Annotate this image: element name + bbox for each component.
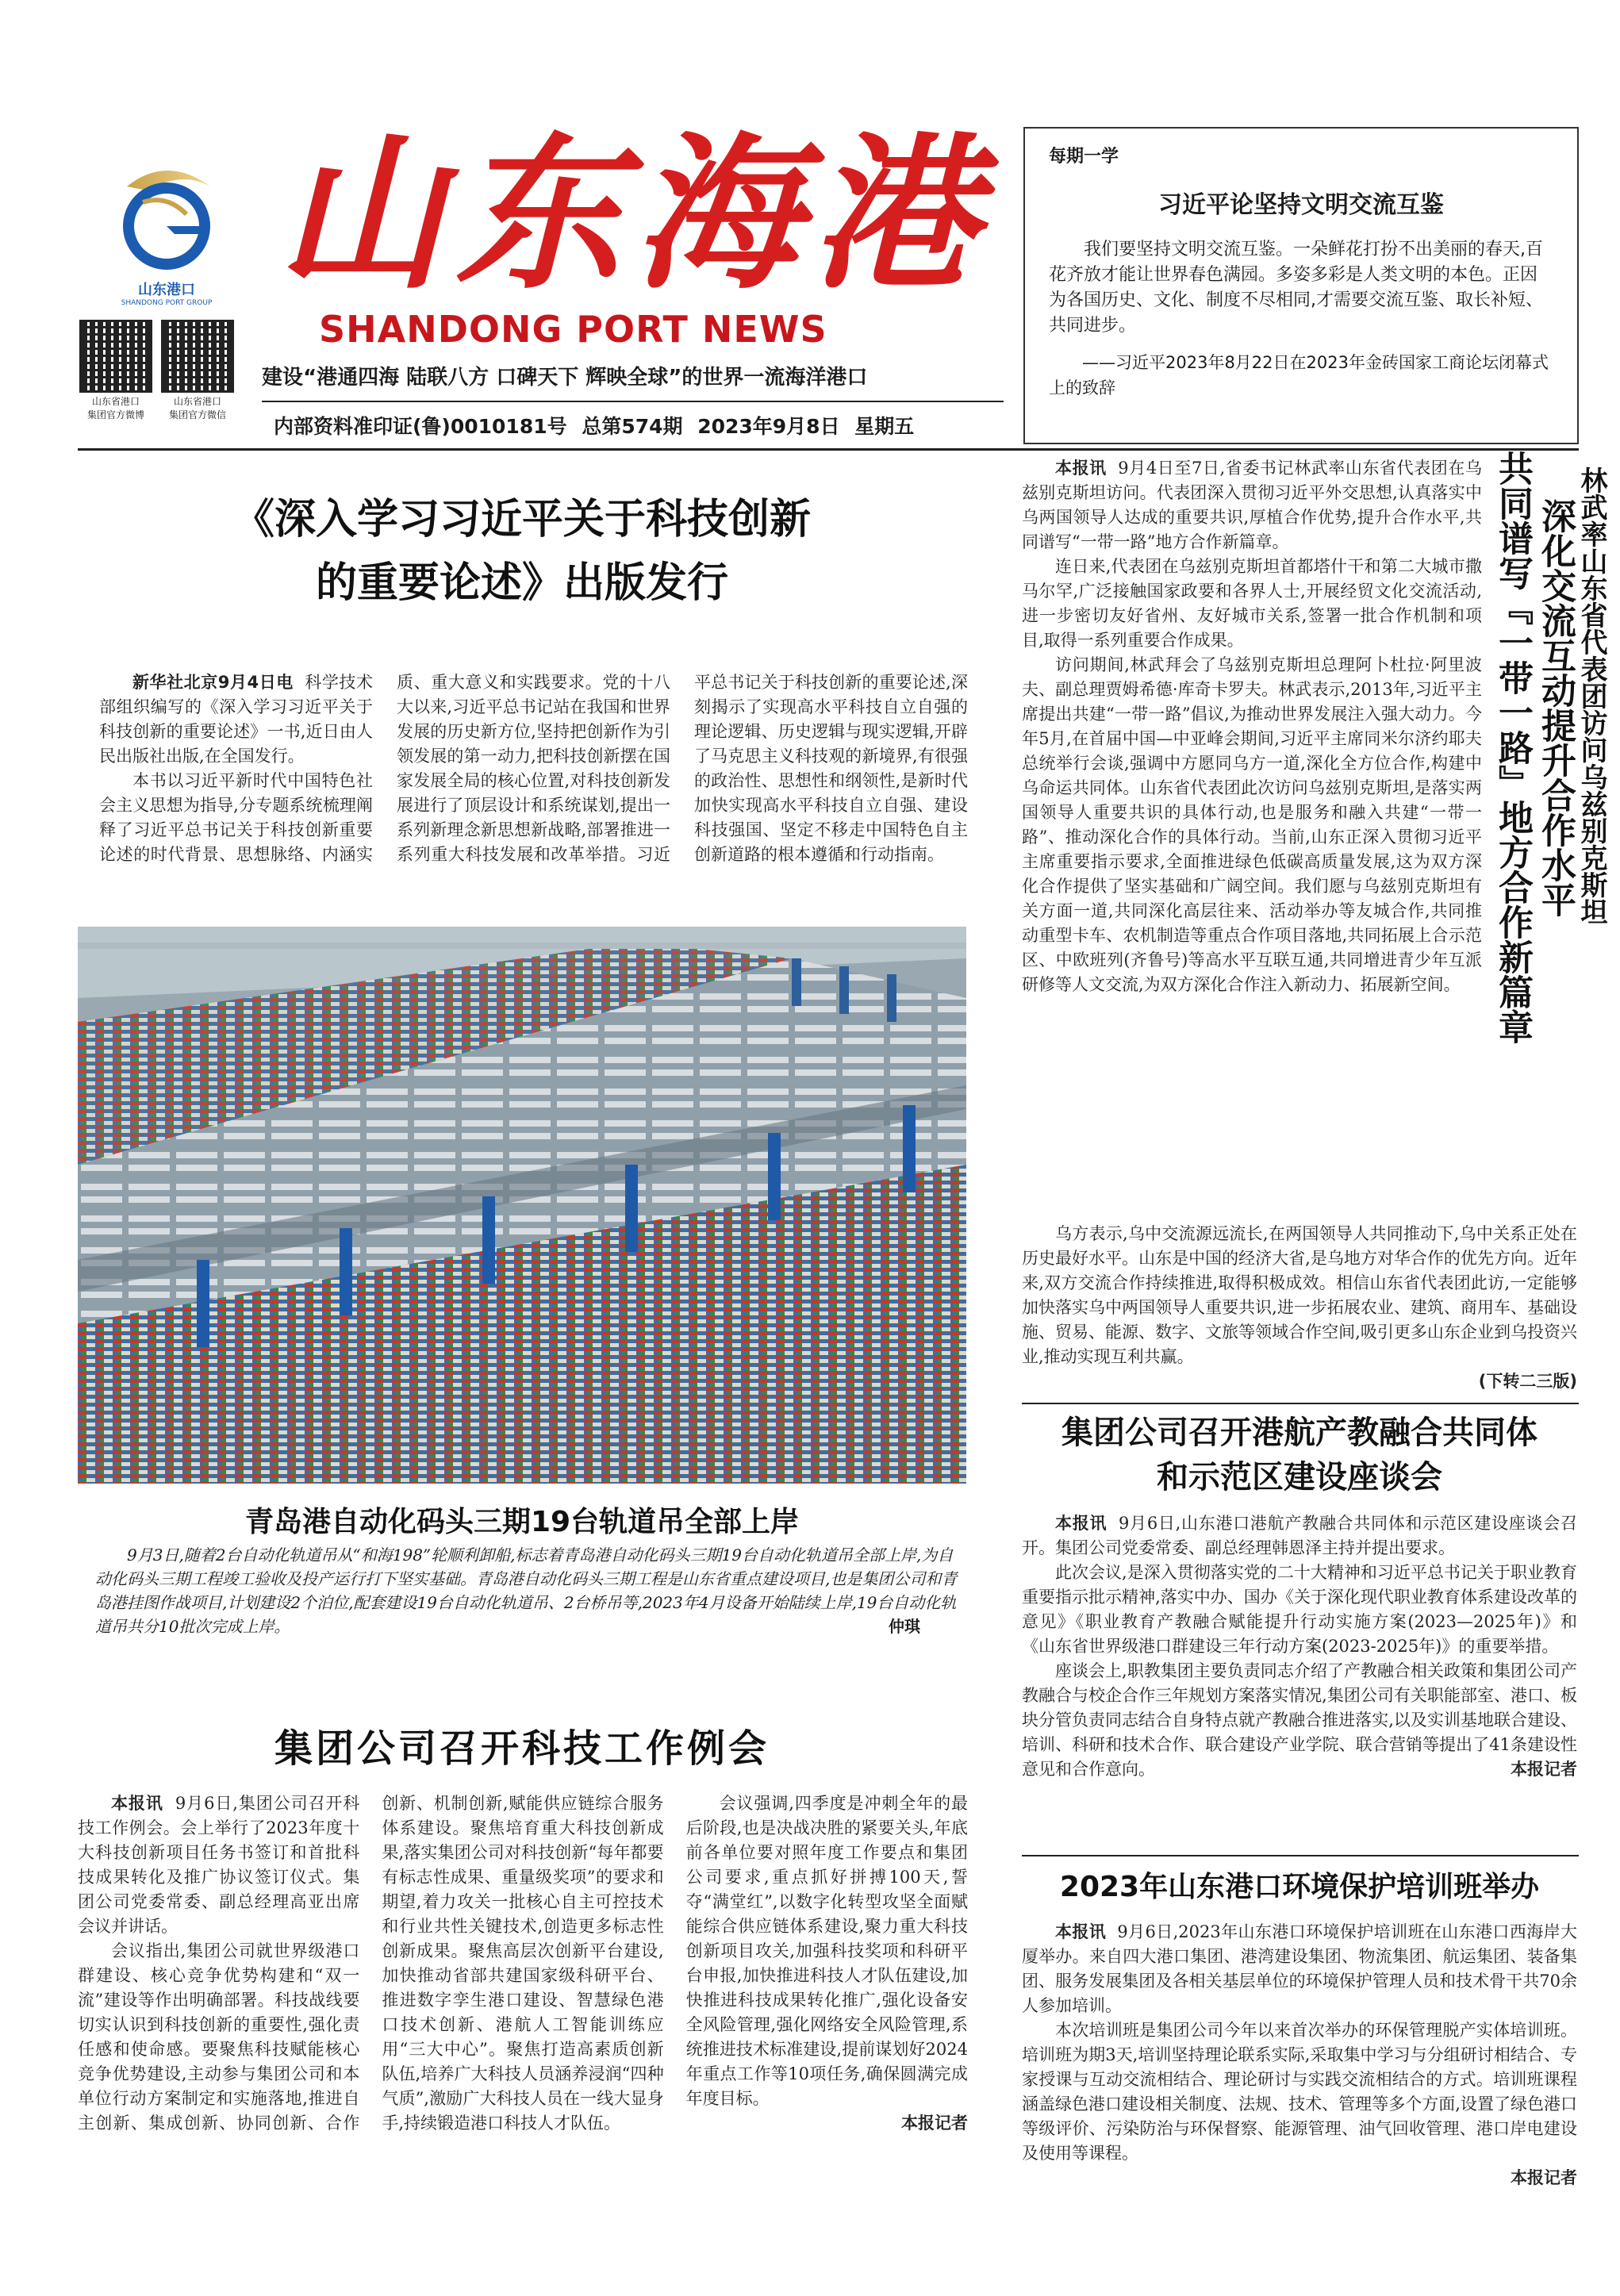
quote-source: ——习近平2023年8月22日在2023年金砖国家工商论坛闭幕式上的致辞 [1049,353,1549,397]
photo-caption [95,1543,968,1638]
article5-headline: 2023年山东港口环境保护培训班举办 [1059,1871,1540,1903]
article3-vertical-headline [1491,451,1610,1268]
group-logo [111,155,222,305]
article5-dateline: 本报讯 [1055,1922,1107,1941]
article4-body [1022,1511,1577,1845]
article1-p1: 科学技术部组织编写的《深入学习习近平关于科技创新的重要论述》一书,近日由人民出版社出版,在全国发行。 [99,673,373,766]
article3-p1: 9月4日至7日,省委书记林武率山东省代表团在乌兹别克斯坦访问。代表团深入贯彻习近平外交思想,认真落实中乌两国领导人达成的重要共识,厚植合作优势,提升合作水平,共同谱写“一带一路”地方合作新篇章。 [1022,459,1482,551]
article2-p1: 9月6日,集团公司召开科技工作例会。会上举行了2023年度十大科技创新项目任务书签订和首批科技成果转化及推广协议签订仪式。集团公司党委常委、副总经理高亚出席会议并讲话。 [78,1794,360,1936]
article1-headline-line2: 的重要论述》出版发行 [315,559,728,607]
article1-dateline: 新华社北京9月4日电 [132,673,294,692]
weibo-qr-code[interactable] [79,320,152,393]
article4-p2: 此次会议,是深入贯彻落实党的二十大精神和习近平总书记关于职业教育重要指示批示精神,落实中办、国办《关于深化现代职业教育体系建设改革的意见》《职业教育产教融合赋能提升行动实施方案(2023—2025年)》和《山东省世界级港口群建设三年行动方案(2023-2025年)》的重要举措。 [1022,1563,1577,1656]
quote-title: 习近平论坚持文明交流互鉴 [1158,191,1444,219]
slogan: 建设“港通四海 陆联八方 口碑天下 辉映全球”的世界一流海洋港口 [262,366,868,390]
study-quote-box [1023,127,1579,444]
article3-p2: 连日来,代表团在乌兹别克斯坦首都塔什干和第二大城市撒马尔罕,广泛接触国家政要和各界人士,开展经贸文化交流活动,进一步密切友好省州、友好城市关系,签署一批合作机制和项目,取得一系列重要合作成果。 [1022,557,1482,650]
right-column-divider-2 [1022,1855,1579,1856]
article3-vertical-title2: 共同谱写『一带一路』地方合作新篇章 [1492,451,1533,1044]
article2-body [78,1791,968,2252]
weibo-qr-caption: 山东省港口 集团官方微博 [86,396,144,420]
right-column-divider [1022,1403,1579,1404]
article3-vertical-title1: 深化交流互动提升合作水平 [1535,498,1576,917]
issue-info: 内部资料准印证(鲁)0010181号 总第574期 2023年9月8日 星期五 [274,415,915,438]
photo-caption-text: 9月3日,随着2台自动化轨道吊从“和海198”轮顺利卸船,标志着青岛港自动化码头三期19台自动化轨道吊全部上岸,为自动化码头三期工程竣工验收及投产运行打下坚实基础。青岛港自动化码头三期工程是山东省重点建设项目,也是集团公司和青岛港挂图作战项目,计划建设2个泊位,配套建设19台自动化轨道吊、2台桥吊等,2023年4月设备开始陆续上岸,19台自动化轨道吊共分10批次完成上岸。 [95,1545,958,1636]
header-rule [78,448,1579,451]
article4-headline-line1: 集团公司召开港航产教融合共同体 [1061,1415,1537,1451]
container-terminal-image [78,927,966,1484]
article2-byline: 本报记者 [900,2114,968,2133]
article5-p2: 本次培训班是集团公司今年以来首次举办的环保管理脱产实体培训班。培训班为期3天,培训坚持理论联系实际,采取集中学习与分组研讨相结合、专家授课与互动交流相结合、理论研讨与实践交流相结合的方式。培训班课程涵盖绿色港口建设相关制度、法规、技术、管理等多个方面,设置了绿色港口等级评价、污染防治与环保督察、能源管理、油气回收管理、港口岸电建设及使用等课程。 [1022,2021,1577,2163]
logo-emblem-icon [111,155,222,274]
photo-credit: 仲琪 [889,1617,920,1636]
article3-dateline: 本报讯 [1055,459,1107,478]
article3-p3: 访问期间,林武拜会了乌兹别克斯坦总理阿卜杜拉·阿里波夫、副总理贾姆希德·库奇卡罗夫。林武表示,2013年,习近平主席提出共建“一带一路”倡议,为推动世界发展注入强大动力。今年5月,在首届中国—中亚峰会期间,习近平主席同米尔济约耶夫总统举行会谈,强调中方愿同乌方一道,深化全方位合作,构建中乌命运共同体。山东省代表团此次访问乌兹别克斯坦,是落实两国领导人重要共识的具体行动,也是服务和融入共建“一带一路”、推动深化合作的具体行动。当前,山东正深入贯彻习近平主席重要指示要求,全面推进绿色低碳高质量发展,这为双方深化合作提供了坚实基础和广阔空间。我们愿与乌兹别克斯坦有关方面一道,共同深化高层往来、活动举办等友城合作,共同推动重型卡车、农机制造等重点合作项目落地,共同拓展上合示范区、中欧班列(齐鲁号)等高水平互联互通,共同增进青少年互派研修等人文交流,为双方深化合作注入新动力、拓展新空间。 [1022,655,1482,994]
article4-byline: 本报记者 [1511,1760,1577,1779]
article3-body-top [1022,456,1482,1250]
logo-caption: 山东港口 [138,282,195,298]
article2-headline: 集团公司召开科技工作例会 [274,1726,770,1771]
article1-body [99,670,968,893]
article4-headline [1022,1411,1577,1499]
article3-body-bottom [1022,1222,1577,1404]
article5-body [1022,1920,1577,2253]
article4-headline-line2: 和示范区建设座谈会 [1157,1459,1442,1495]
article1-p2: 本书以习近平新时代中国特色社会主义思想为指导,分专题系统梳理阐释了习近平总书记关于科技创新重要论述的时代背景、思想脉络、内涵实质、重大意义和实践要求。党的十八大以来,习近平总书记站在我国和世界发展的历史新方位,坚持把创新作为引领发展的第一动力,把科技创新摆在国家发展全局的核心位置,对科技创新发展进行了顶层设计和系统谋划,提出一系列新理念新思想新战略,部署推进一系列重大科技发展和改革举措。习近平总书记关于科技创新的重要论述,深刻揭示了实现高水平科技自立自强的理论逻辑、历史逻辑与现实逻辑,开辟了马克思主义科技观的新境界,有很强的政治性、思想性和纲领性,是新时代加快实现高水平科技自立自强、建设科技强国、坚定不移走中国特色自主创新道路的根本遵循和行动指南。 [99,673,968,864]
article4-dateline: 本报讯 [1055,1514,1108,1533]
article2-dateline: 本报讯 [111,1794,163,1813]
masthead-english-title: SHANDONG PORT NEWS [319,308,827,351]
quote-body: 我们要坚持文明交流互鉴。一朵鲜花打扮不出美丽的春天,百花齐放才能让世界春色满园。多姿多彩是人类文明的本色。正因为各国历史、文化、制度不尽相同,才需要交流互鉴、取长补短、共同进步。 [1049,240,1543,336]
masthead-divider [262,401,1004,402]
article4-p1: 9月6日,山东港口港航产教融合共同体和示范区建设座谈会召开。集团公司党委常委、副总经理韩恩泽主持并提出要求。 [1022,1514,1577,1557]
article2-p3: 会议强调,四季度是冲刺全年的最后阶段,也是决战决胜的紧要关头,年底前各单位要对照年度工作要点和集团公司要求,重点抓好拼搏100天,誓夺“满堂红”,以数字化转型攻坚全面赋能综合供应链体系建设,聚力重大科技创新项目攻关,加强科技奖项和科研平台申报,加快推进科技人才队伍建设,加快推进科技成果转化推广,强化设备安全风险管理,强化网络安全风险管理,系统推进技术标准建设,提前谋划好2024年重点工作等10项任务,确保圆满完成年度目标。 [685,1794,968,2108]
article1-headline [78,488,966,615]
article5-byline: 本报记者 [1511,2168,1577,2187]
port-photo [78,927,966,1484]
photo-caption-title: 青岛港自动化码头三期19台轨道吊全部上岸 [244,1506,800,1538]
article3-continued: (下转二三版) [1478,1372,1577,1391]
article3-p4: 乌方表示,乌中交流源远流长,在两国领导人共同推动下,乌中关系正处在历史最好水平。山东是中国的经济大省,是乌地方对华合作的优先方向。近年来,双方交流合作持续推进,取得积极成效。相信山东省代表团此访,一定能够加快落实乌中两国领导人重要共识,进一步拓展农业、建筑、商用车、基础设施、贸易、能源、数字、文旅等领域合作空间,吸引更多山东企业到乌投资兴业,推动实现互利共赢。 [1022,1224,1577,1366]
wechat-qr-caption: 山东省港口 集团官方微信 [168,396,226,420]
article5-p1: 9月6日,2023年山东港口环境保护培训班在山东港口西海岸大厦举办。来自四大港口集团、港湾建设集团、物流集团、航运集团、装备集团、服务发展集团及各相关基层单位的环境保护管理人员和技术骨干共70余人参加培训。 [1022,1922,1577,2015]
masthead-title: 山东海港 [278,116,989,312]
article1-headline-line1: 《深入学习习近平关于科技创新 [232,496,811,543]
article3-vertical-subtitle: 林武率山东省代表团访问乌兹别克斯坦 [1576,466,1607,925]
article2-p2: 会议指出,集团公司就世界级港口群建设、核心竞争优势构建和“双一流”建设等作出明确部署。科技战线要切实认识到科技创新的重要性,强化责任感和使命感。要聚焦科技赋能核心竞争优势建设,主动参与集团公司和本单位行动方案制定和实施落地,推进自主创新、集成创新、协同创新、合作创新、机制创新,赋能供应链综合服务体系建设。聚焦培育重大科技创新成果,落实集团公司对科技创新“每年都要有标志性成果、重量级奖项”的要求和期望,着力攻关一批核心自主可控技术和行业共性关键技术,创造更多标志性创新成果。聚焦高层次创新平台建设,加快推动省部共建国家级科研平台、推进数字孪生港口建设、智慧绿色港口技术创新、港航人工智能训练应用“三大中心”。聚焦打造高素质创新队伍,培养广大科技人员涵养浸润“四种气质”,激励广大科技人员在一线大显身手,持续锻造港口科技人才队伍。 [78,1794,664,2133]
quote-column-label: 每期一学 [1049,147,1119,167]
wechat-qr-code[interactable] [161,320,234,393]
logo-caption-en: SHANDONG PORT GROUP [121,299,213,307]
article4-p3: 座谈会上,职教集团主要负责同志介绍了产教融合相关政策和集团公司产教融合与校企合作三年规划方案落实情况,集团公司有关职能部室、港口、板块分管负责同志结合自身特点就产教融合推进落实,以及实训基地联合建设、培训、科研和技术合作、联合建设产业学院、联合营销等提出了41条建设性意见和合作意向。 [1022,1661,1577,1779]
